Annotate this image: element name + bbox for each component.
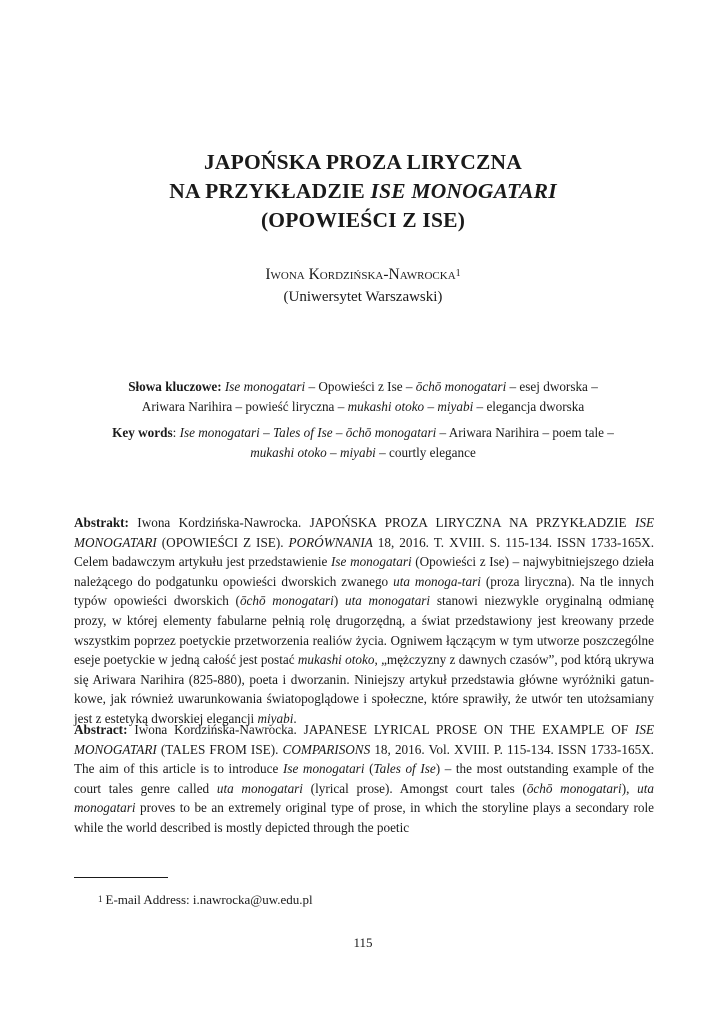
footnote — [98, 891, 313, 909]
abstract-polish-label: Abstrakt: — [74, 515, 129, 530]
abstract-english-label: Abstract: — [74, 722, 128, 737]
title-line-1: JAPOŃSKA PROZA LIRYCZNA — [203, 150, 523, 174]
keywords-polish-label: Słowa kluczowe: — [128, 379, 222, 394]
author-name-line — [70, 264, 656, 286]
author-block — [70, 264, 656, 308]
article-title — [70, 148, 656, 235]
title-line-3: (OPOWIEŚCI Z ISE) — [260, 208, 466, 232]
author-affiliation: (Uniwersytet Warszawski) — [283, 289, 443, 305]
title-line-2: NA PRZYKŁADZIE ISE MONOGATARI — [169, 179, 557, 203]
abstract-english: Abstract: Iwona Kordzińska-Nawrocka. JAPANESE LYRICAL PROSE ON THE EXAMPLE OF ISE MONOGATARI (TALES FROM ISE). COMPARISONS 18, 2016. Vol. XVIII. P. 115-134. ISSN 1733-165X. The aim of this article is to introduce Ise monogatari (Tales of Ise) – the most outstanding example of the court tales genre called uta monogatari (lyrical prose). Amongst court tales (ōchō monogatari), uta monogatari proves to be an extremely original type of prose, in which the storyline plays a secondary role while the world described is mostly depicted through the poetic — [74, 722, 654, 835]
title-italic-work: ISE MONOGATARI — [370, 179, 557, 203]
keywords-english-label: Key words — [112, 425, 173, 440]
footnote-text: E-mail Address: i.nawrocka@uw.edu.pl — [105, 892, 313, 907]
author-footnote-mark: 1 — [455, 268, 461, 279]
page-number: 115 — [353, 935, 373, 950]
author-name: Iwona Kordzińska-Nawrocka — [265, 266, 456, 283]
keywords-english: Key words: Ise monogatari – Tales of Ise – ōchō monogatari – Ariwara Narihira – poem tale – mukashi otoko – miyabi – courtly elegance — [112, 425, 614, 460]
abstract-polish: Abstrakt: Iwona Kordzińska-Nawrocka. JAPOŃSKA PROZA LIRYCZNA NA PRZYKŁADZIE ISE MONOGATARI (OPOWIEŚCI Z ISE). PORÓWNANIA 18, 2016. T. XVIII. S. 115-134. ISSN 1733-165X. Celem badawczym artykułu jest przedstawienie Ise monogatari (Opowieści z Ise) – najwybitniejszego dzieła należącego do podgatunku opowieści dworskich zwanego uta monoga-tari (proza liryczna). Na tle innych typów opowieści dworskich (ōchō monogatari) uta monogatari stanowi niezwykle oryginalną odmianę prozy, w której elementy fabularne pełnią rolę drugorzędną, a świat przedstawiony jest kreowany przede wszystkim poprzez poetyckie przetworzenia realiów życia. Ogniwem łączącym w tym utworze poszczególne eseje poetyckie w jedną całość jest postać mukashi otoko, „mężczyzny z dawnych czasów”, pod którą ukrywa się Ariwara Narihira (825-880), poeta i dworzanin. Niniejszy artykuł przedstawia główne wyróżniki gatunkowe, jak również uwarunkowania światopoglądowe i społeczne, które sprawiły, że utwór ten utożsamiany jest z estetyką dworskiej elegancji miyabi. — [74, 515, 654, 726]
footnote-mark: 1 — [98, 894, 103, 904]
footnote-separator — [74, 877, 168, 878]
keywords-polish: Słowa kluczowe: Ise monogatari – Opowieści z Ise – ōchō monogatari – esej dworska – Ariwara Narihira – powieść liryczna – mukashi otoko – miyabi – elegancja dworska — [128, 379, 598, 414]
